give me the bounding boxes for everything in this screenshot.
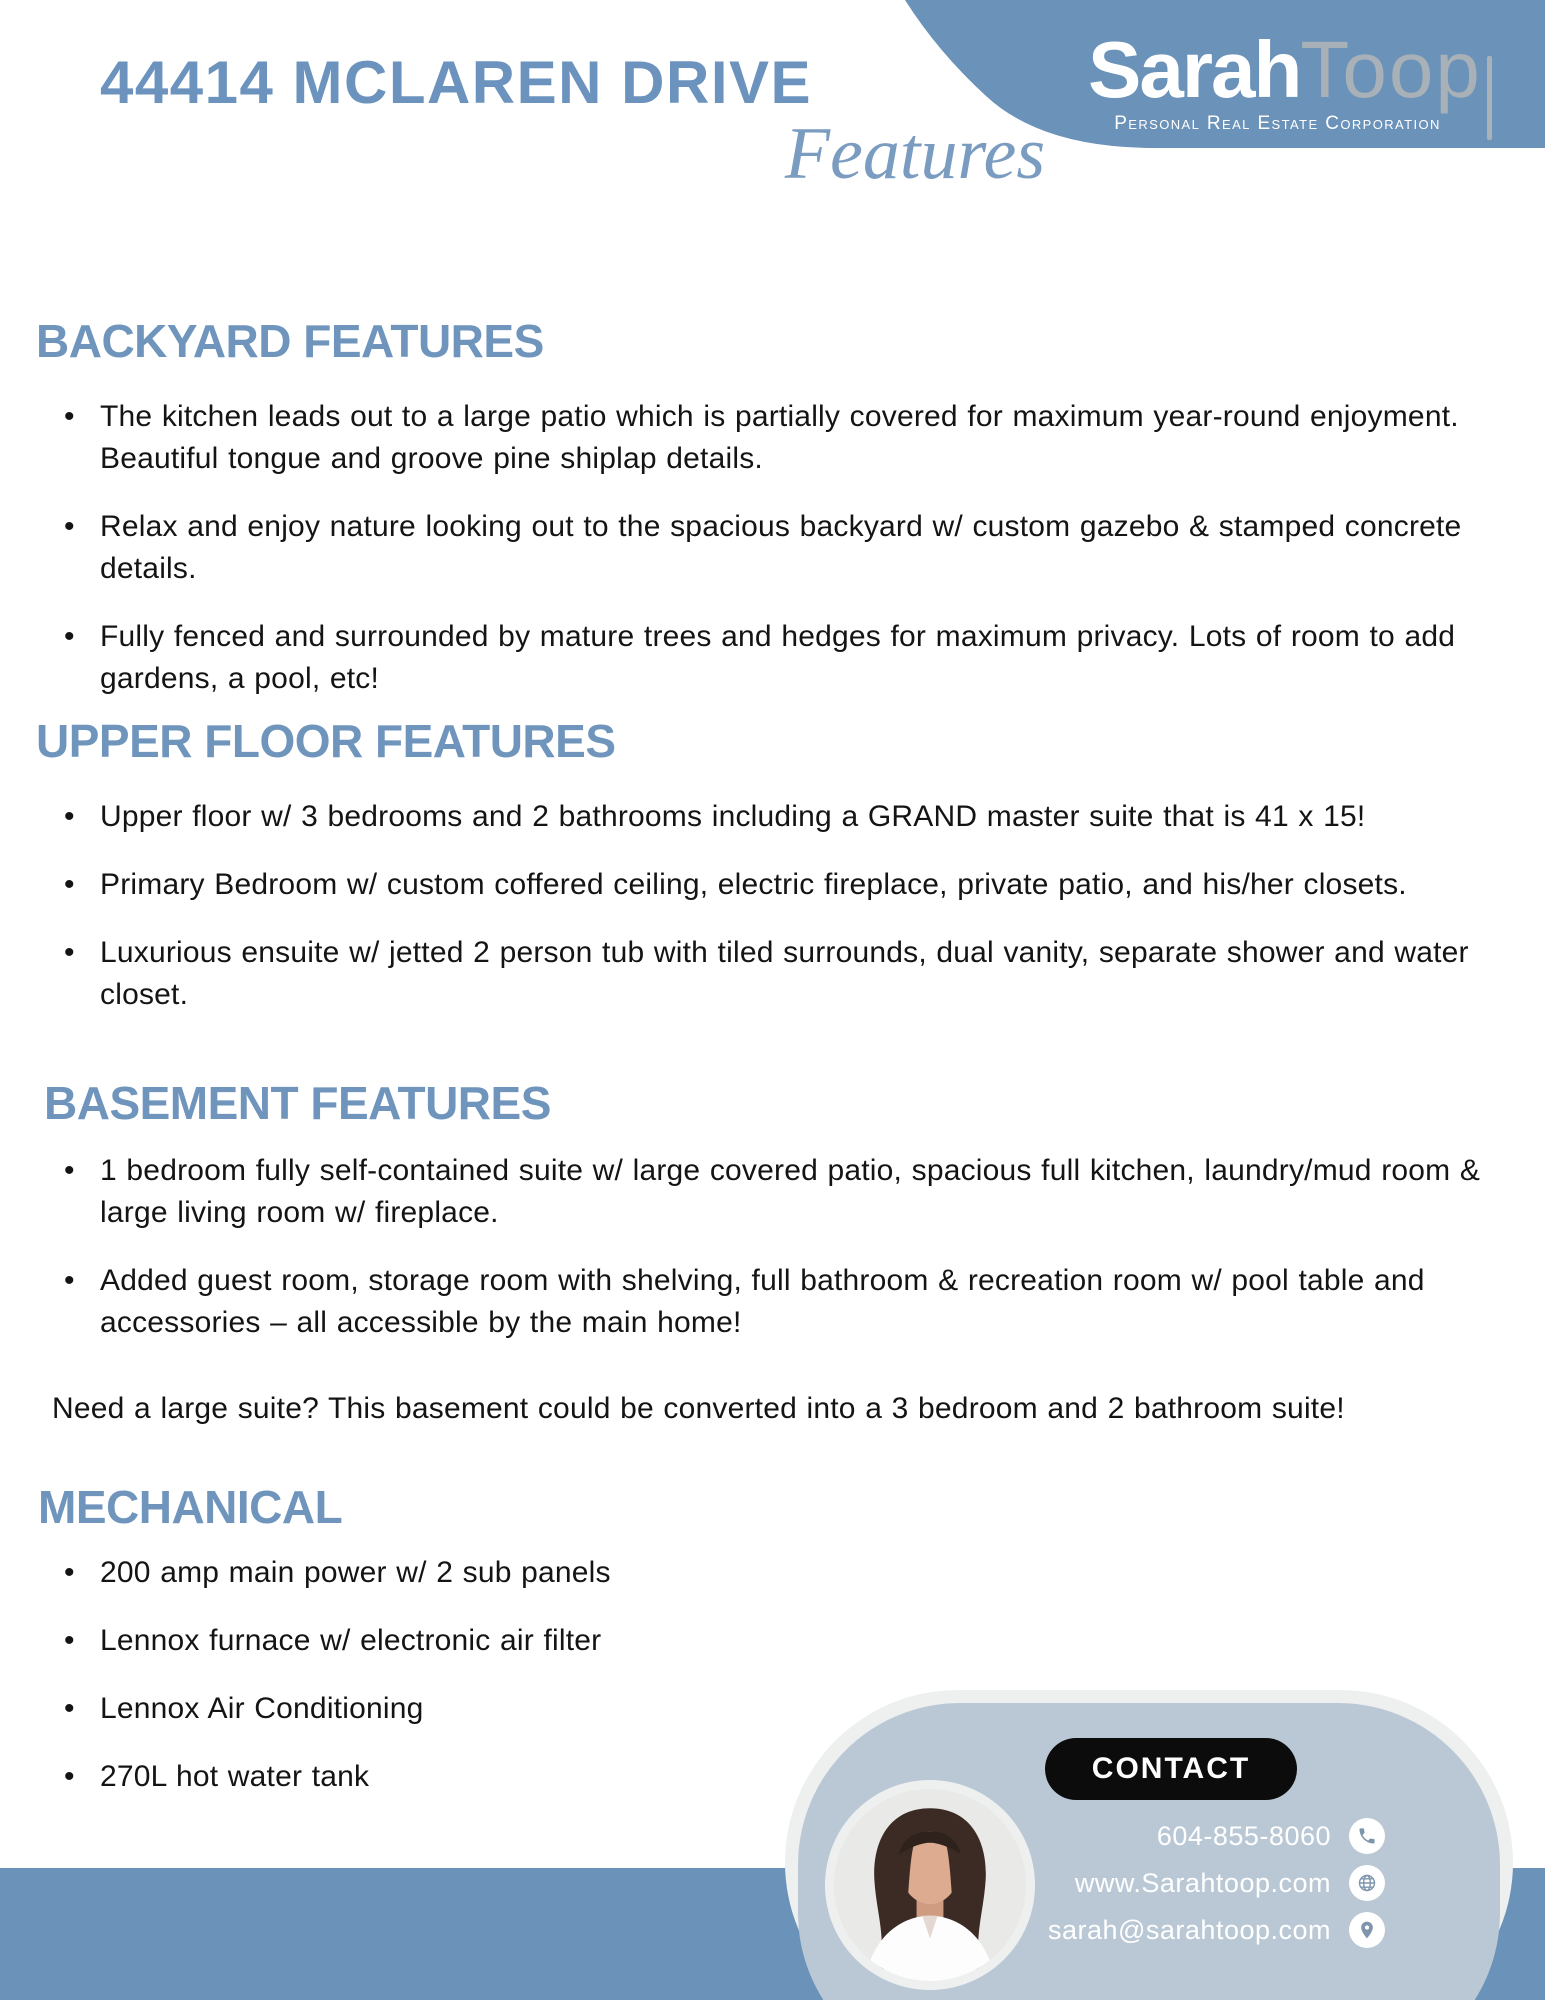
features-script-title: Features xyxy=(784,113,1046,195)
location-pin-icon xyxy=(1349,1912,1385,1948)
list-item: • 200 amp main power w/ 2 sub panels xyxy=(100,1552,1520,1594)
upper-floor-bullet-list xyxy=(100,796,1520,1042)
list-item: • Lennox Air Conditioning xyxy=(100,1688,1520,1730)
brand-first-name: Sarah xyxy=(1088,25,1301,114)
phone-number: 604-855-8060 xyxy=(1156,1820,1331,1851)
list-item: • Upper floor w/ 3 bedrooms and 2 bathrooms including a GRAND master suite that is 41 x 15! xyxy=(100,796,1520,838)
contact-button[interactable] xyxy=(1045,1738,1297,1800)
basement-bullet-list xyxy=(100,1150,1520,1370)
backyard-bullet-list xyxy=(100,396,1520,726)
list-item: • 270L hot water tank xyxy=(100,1756,1520,1798)
section-heading-backyard: BACKYARD FEATURES xyxy=(36,315,544,367)
website-url: www.Sarahtoop.com xyxy=(1074,1867,1331,1898)
list-item: • 1 bedroom fully self-contained suite w/ large covered patio, spacious full kitchen, laundry/mud room & large living room w/ fireplace. xyxy=(100,1150,1520,1234)
globe-icon xyxy=(1349,1865,1385,1901)
section-heading-upper-floor: UPPER FLOOR FEATURES xyxy=(36,715,616,767)
contact-button-label: CONTACT xyxy=(1091,1752,1251,1785)
list-item: • Lennox furnace w/ electronic air filter xyxy=(100,1620,1520,1662)
page-title: 44414 MCLAREN DRIVE xyxy=(100,49,813,116)
list-item: • Luxurious ensuite w/ jetted 2 person tub with tiled surrounds, dual vanity, separate shower and water closet. xyxy=(100,932,1520,1016)
contact-card xyxy=(785,1690,1513,2000)
email-address: sarah@sarahtoop.com xyxy=(1047,1914,1331,1945)
brand-divider-bar xyxy=(1487,56,1492,140)
list-item: • Relax and enjoy nature looking out to the spacious backyard w/ custom gazebo & stamped concrete details. xyxy=(100,506,1520,590)
brand-logo xyxy=(1088,25,1482,114)
section-heading-basement: BASEMENT FEATURES xyxy=(44,1077,551,1129)
list-item: • Primary Bedroom w/ custom coffered ceiling, electric fireplace, private patio, and his/her closets. xyxy=(100,864,1520,906)
contact-info xyxy=(955,1818,1385,1959)
basement-conversion-note: Need a large suite? This basement could be converted into a 3 bedroom and 2 bathroom suite! xyxy=(52,1392,1345,1425)
list-item: • Added guest room, storage room with shelving, full bathroom & recreation room w/ pool table and accessories – all accessible by the main home! xyxy=(100,1260,1520,1344)
brand-tagline: Personal Real Estate Corporation xyxy=(1114,113,1441,134)
section-heading-mechanical: MECHANICAL xyxy=(38,1481,343,1533)
list-item: • The kitchen leads out to a large patio which is partially covered for maximum year-round enjoyment. Beautiful tongue and groove pine shiplap details. xyxy=(100,396,1520,480)
list-item: • Fully fenced and surrounded by mature trees and hedges for maximum privacy. Lots of room to add gardens, a pool, etc! xyxy=(100,616,1520,700)
contact-website-row[interactable] xyxy=(955,1865,1385,1901)
phone-icon xyxy=(1349,1818,1385,1854)
contact-phone-row[interactable] xyxy=(955,1818,1385,1854)
brand-last-name: Toop xyxy=(1300,25,1482,114)
contact-email-row[interactable] xyxy=(955,1912,1385,1948)
